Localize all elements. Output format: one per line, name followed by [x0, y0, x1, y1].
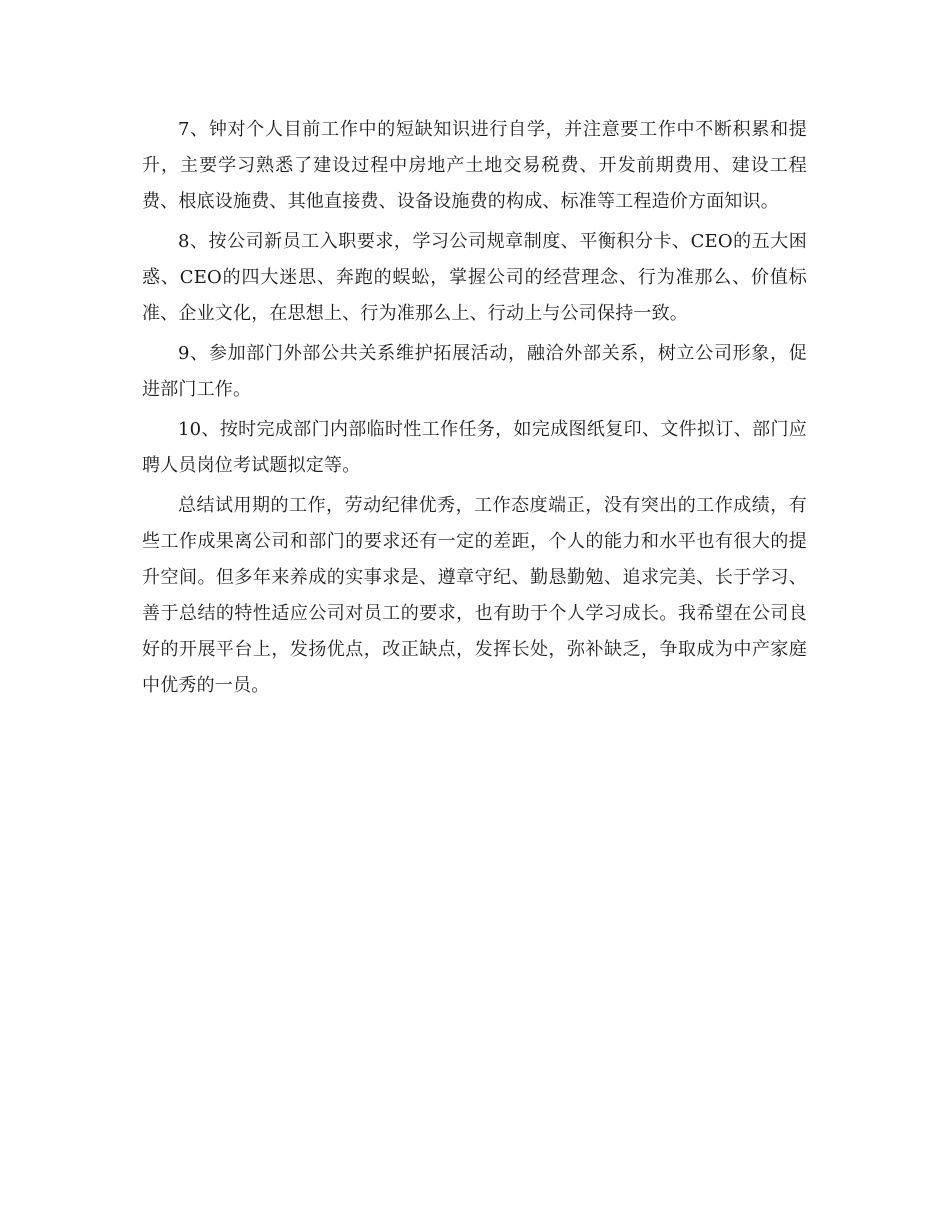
paragraph-summary: 总结试用期的工作，劳动纪律优秀，工作态度端正，没有突出的工作成绩，有些工作成果离公司和部门的要求还有一定的差距，个人的能力和水平也有很大的提升空间。但多年来养成的实事求是、遵章守纪、勤恳勤勉、追求完美、长于学习、善于总结的特性适应公司对员工的要求，也有助于个人学习成长。我希望在公司良好的开展平台上，发扬优点，改正缺点，发挥长处，弥补缺乏，争取成为中产家庭中优秀的一员。 — [142, 495, 807, 696]
paragraph-item-7: 7、钟对个人目前工作中的短缺知识进行自学，并注意要工作中不断积累和提升，主要学习熟悉了建设过程中房地产土地交易税费、开发前期费用、建设工程费、根底设施费、其他直接费、设备设施费的构成、标准等工程造价方面知识。 — [142, 119, 807, 212]
paragraph-item-8: 8、按公司新员工入职要求，学习公司规章制度、平衡积分卡、CEO的五大困惑、CEO的四大迷思、奔跑的蜈蚣，掌握公司的经营理念、行为准那么、价值标准、企业文化，在思想上、行为准那么上、行动上与公司保持一致。 — [142, 231, 807, 324]
paragraph-item-9: 9、参加部门外部公共关系维护拓展活动，融洽外部关系，树立公司形象，促进部门工作。 — [142, 343, 807, 400]
paragraph-item-10: 10、按时完成部门内部临时性工作任务，如完成图纸复印、文件拟订、部门应聘人员岗位考试题拟定等。 — [142, 419, 807, 476]
document-body — [142, 112, 807, 708]
